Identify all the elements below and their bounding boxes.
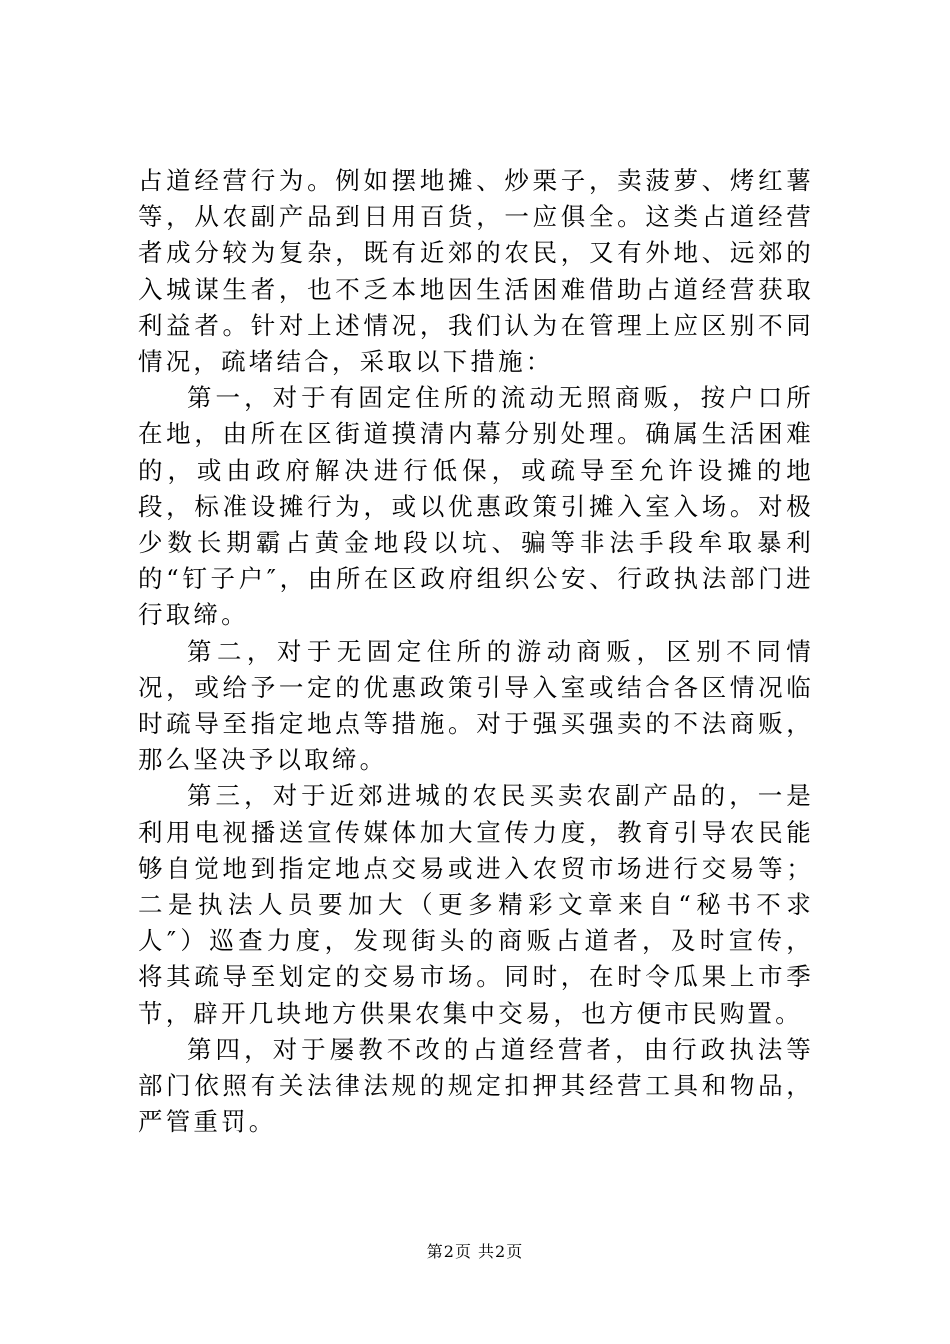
paragraph-intro: 占道经营行为。例如摆地摊、炒栗子，卖菠萝、烤红薯等，从农副产品到日用百货，一应俱全。这类占道经营者成分较为复杂，既有近郊的农民，又有外地、远郊的入城谋生者，也不乏本地因生活困难借助占道经营获取利益者。针对上述情况，我们认为在管理上应区别不同情况，疏堵结合，采取以下措施：: [138, 166, 814, 377]
page-number-footer: 第2页 共2页: [426, 1242, 524, 1261]
paragraph-measure-1: 第一，对于有固定住所的流动无照商贩，按户口所在地，由所在区街道摸清内幕分别处理。确属生活困难的，或由政府解决进行低保，或疏导至允许设摊的地段，标准设摊行为，或以优惠政策引摊入室入场。对极少数长期霸占黄金地段以坑、骗等非法手段牟取暴利的“钉子户″，由所在区政府组织公安、行政执法部门进行取缔。: [138, 383, 814, 630]
paragraph-measure-3: 第三，对于近郊进城的农民买卖农副产品的，一是利用电视播送宣传媒体加大宣传力度，教育引导农民能够自觉地到指定地点交易或进入农贸市场进行交易等；二是执法人员要加大（更多精彩文章来自“秘书不求人″）巡查力度，发现街头的商贩占道者，及时宣传，将其疏导至划定的交易市场。同时，在时令瓜果上市季节，辟开几块地方供果农集中交易，也方便市民购置。: [138, 781, 814, 1028]
paragraph-measure-2: 第二，对于无固定住所的游动商贩，区别不同情况，或给予一定的优惠政策引导入室或结合各区情况临时疏导至指定地点等措施。对于强买强卖的不法商贩，那么坚决予以取缔。: [138, 636, 814, 775]
document-body: [138, 163, 814, 1140]
paragraph-measure-4: 第四，对于屡教不改的占道经营者，由行政执法等部门依照有关法律法规的规定扣押其经营工具和物品，严管重罚。: [138, 1034, 814, 1137]
